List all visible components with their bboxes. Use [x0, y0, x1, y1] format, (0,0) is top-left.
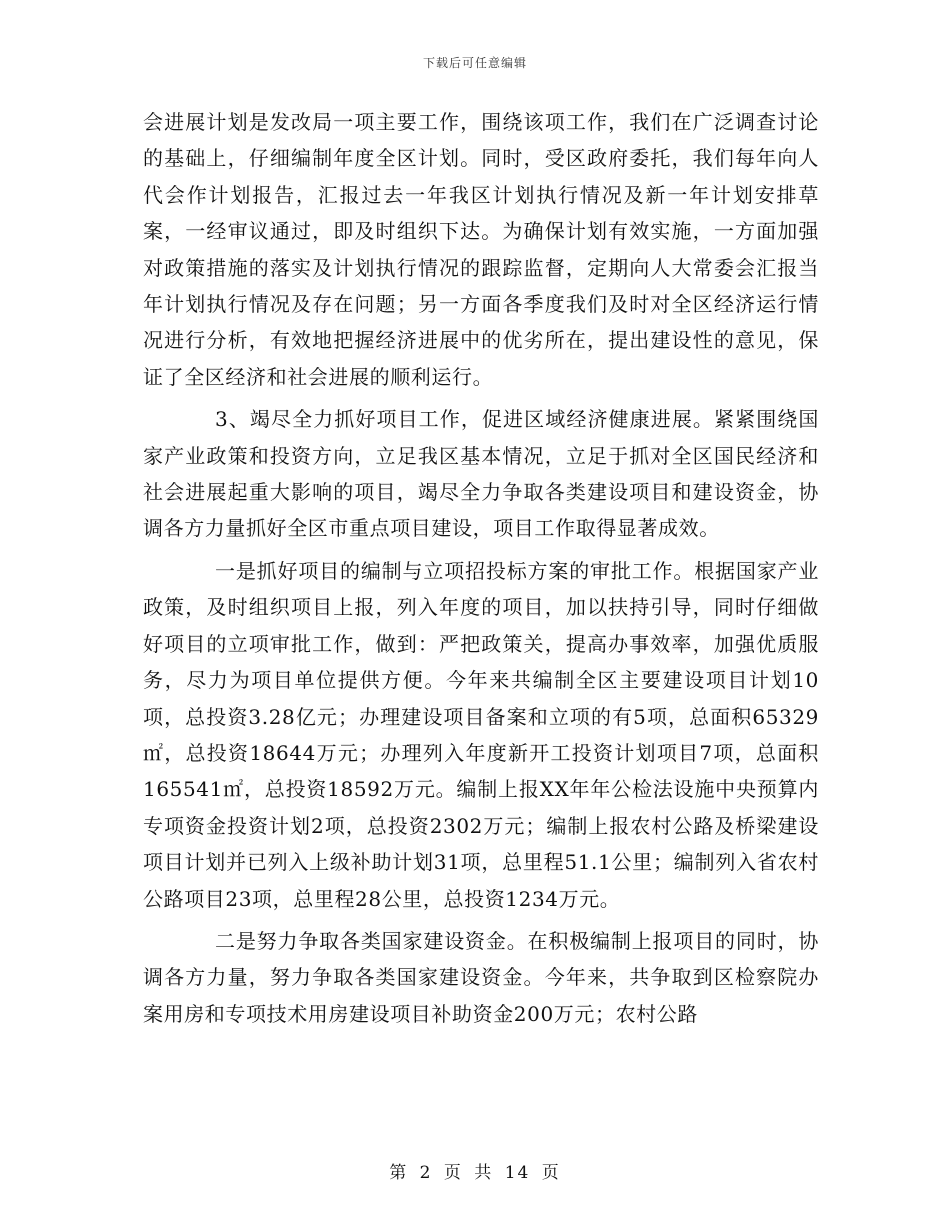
- paragraph-plan-work: 会进展计划是发改局一项主要工作，围绕该项工作，我们在广泛调查讨论的基础上，仔细编制年度全区计划。同时，受区政府委托，我们每年向人代会作计划报告，汇报过去一年我区计划执行情况及新一年计划安排草案，一经审议通过，即及时组织下达。为确保计划有效实施，一方面加强对政策措施的落实及计划执行情况的跟踪监督，定期向人大常委会汇报当年计划执行情况及存在问题；另一方面各季度我们及时对全区经济运行情况进行分析，有效地把握经济进展中的优劣所在，提出建设性的意见，保证了全区经济和社会进展的顺利运行。: [143, 110, 819, 389]
- paragraph-project-work: 3、竭尽全力抓好项目工作，促进区域经济健康进展。紧紧围绕国家产业政策和投资方向，立足我区基本情况，立足于抓对全区国民经济和社会进展起重大影响的项目，竭尽全力争取各类建设项目和建设资金，协调各方力量抓好全区市重点项目建设，项目工作取得显著成效。: [143, 407, 819, 541]
- paragraph-project-approval: 一是抓好项目的编制与立项招投标方案的审批工作。根据国家产业政策，及时组织项目上报，列入年度的项目，加以扶持引导，同时仔细做好项目的立项审批工作，做到：严把政策关，提高办事效率，加强优质服务，尽力为项目单位提供方便。今年来共编制全区主要建设项目计划10项，总投资3.28亿元；办理建设项目备案和立项的有5项，总面积65329㎡，总投资18644万元；办理列入年度新开工投资计划项目7项，总面积165541㎡，总投资18592万元。编制上报XX年年公检法设施中央预算内专项资金投资计划2项，总投资2302万元；编制上报农村公路及桥梁建设项目计划并已列入上级补助计划31项，总里程51.1公里；编制列入省农村公路项目23项，总里程28公里，总投资1234万元。: [143, 558, 819, 911]
- page-number: 第 2 页 共 14 页: [389, 1163, 561, 1183]
- document-body: [143, 104, 819, 1032]
- page-header: 下载后可任意编辑: [422, 56, 527, 70]
- paragraph-funding: 二是努力争取各类国家建设资金。在积极编制上报项目的同时，协调各方力量，努力争取各类国家建设资金。今年来，共争取到区检察院办案用房和专项技术用房建设项目补助资金200万元；农村公路: [143, 928, 819, 1026]
